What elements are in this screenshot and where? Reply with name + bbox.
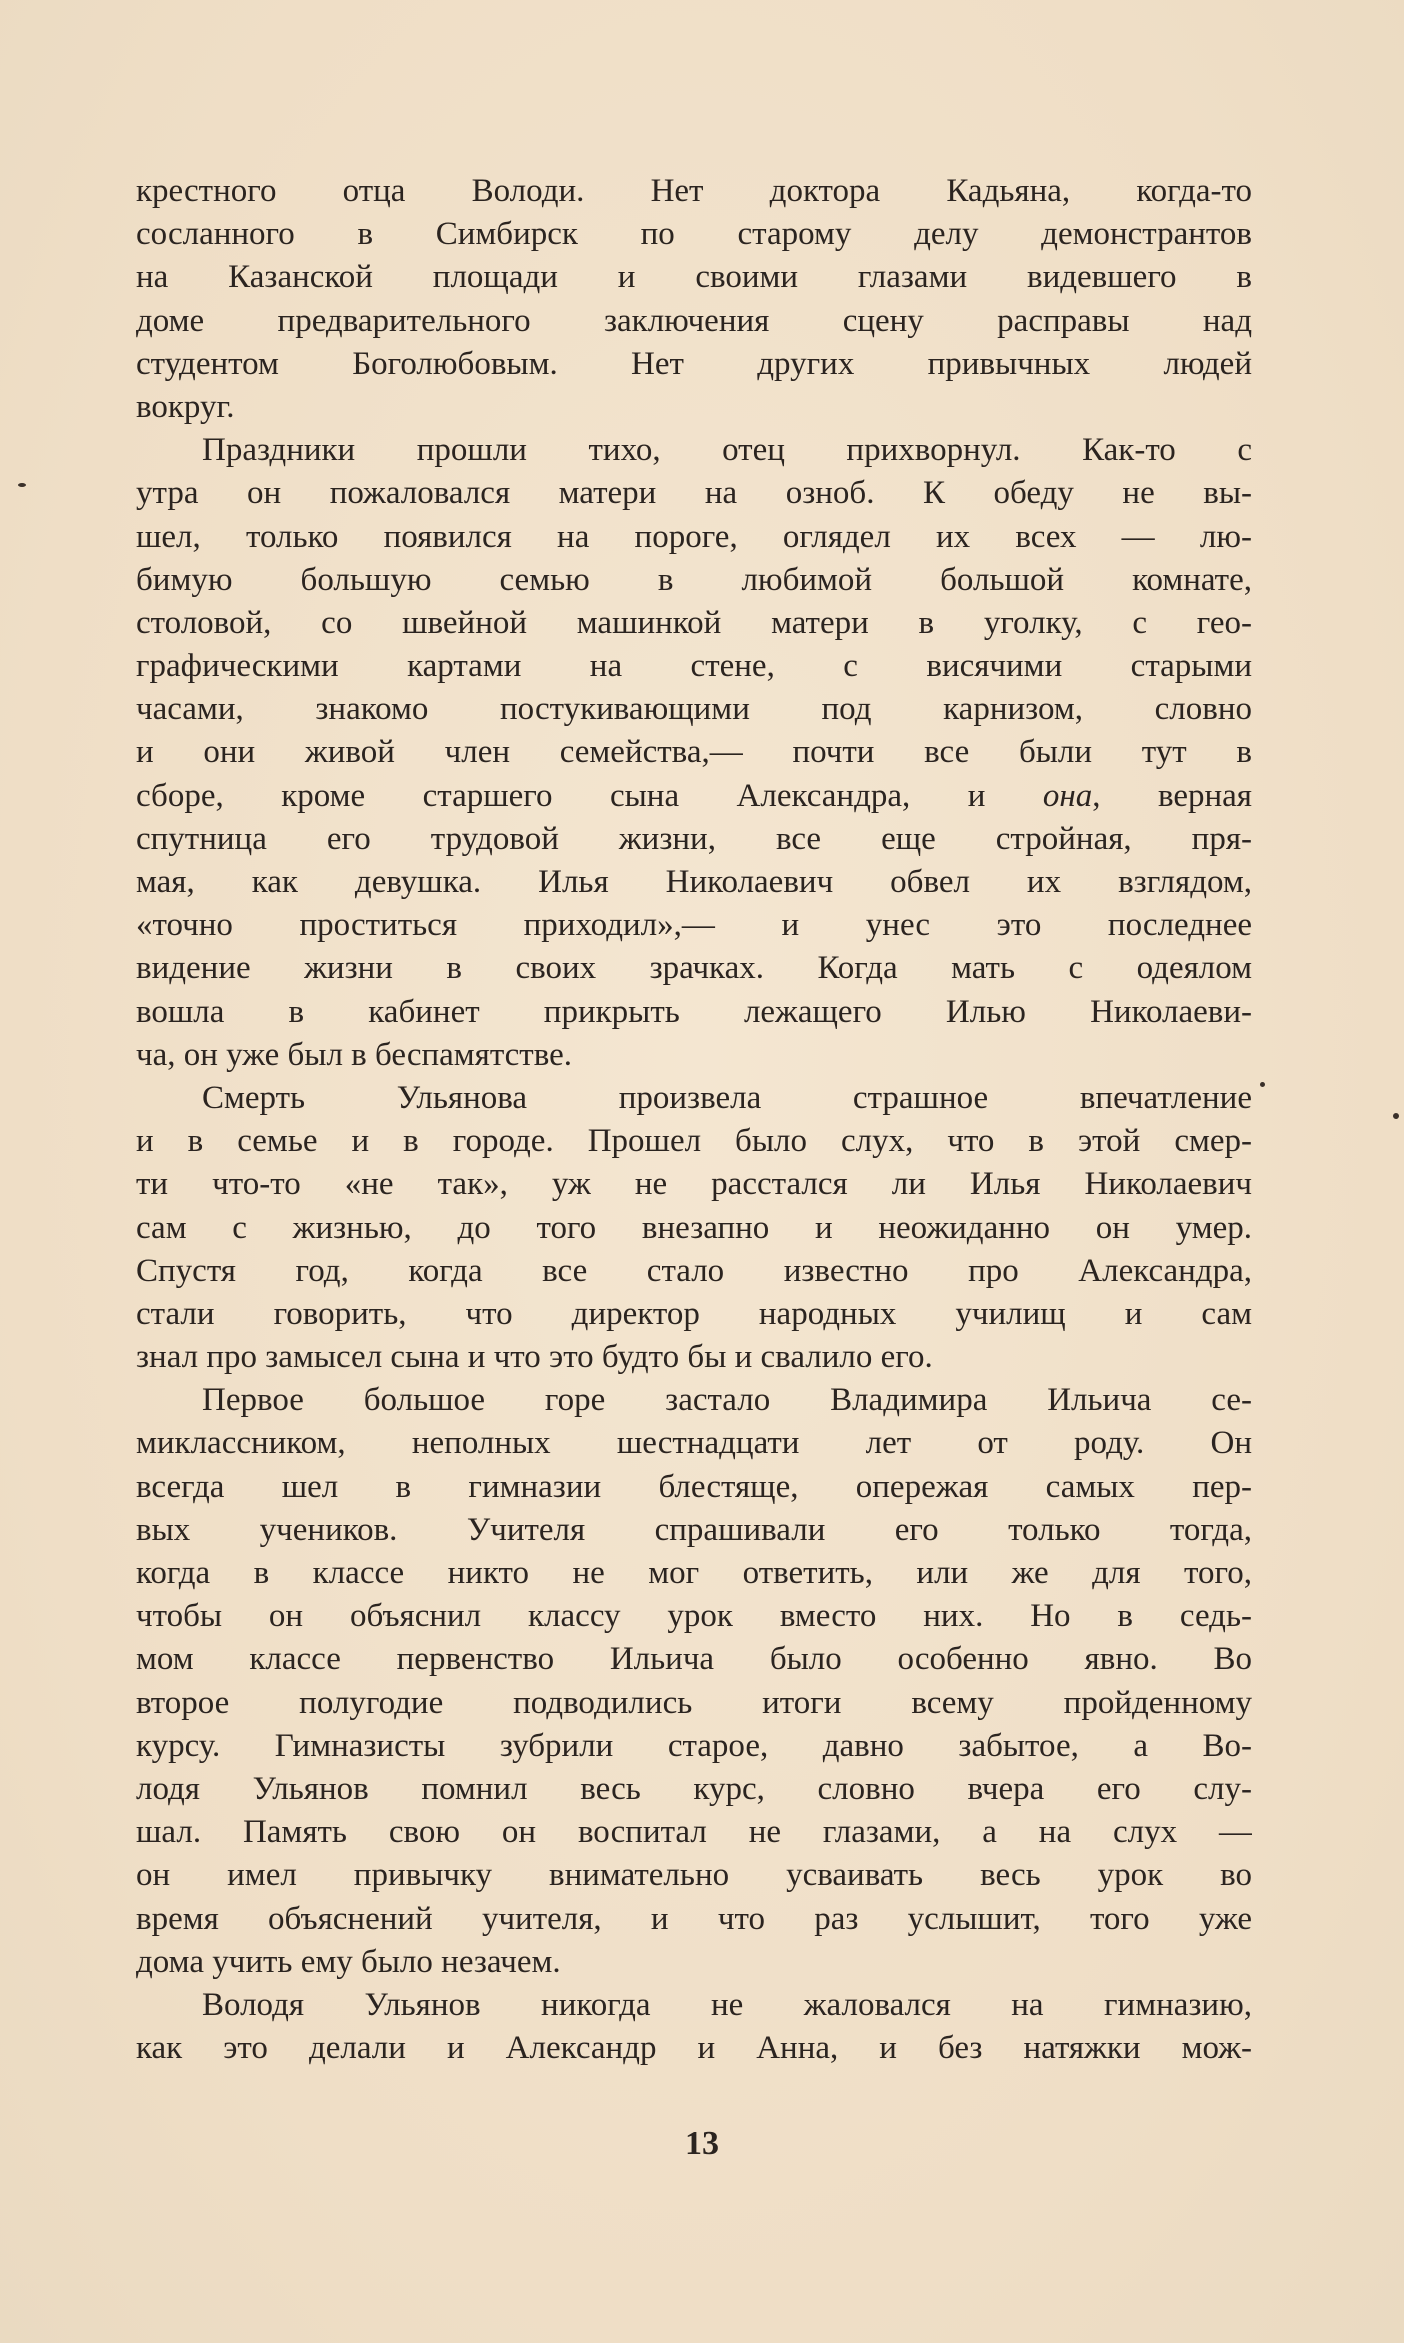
text-line: чтобы он объяснил классу урок вместо них. Но в седь- — [136, 1598, 1252, 1635]
text-line: спутница его трудовой жизни, все еще стройная, пря- — [136, 820, 1252, 857]
text-line: «точно проститься приходил»,— и унес это последнее — [136, 907, 1252, 944]
text-line: шел, только появился на пороге, оглядел их всех — лю- — [136, 518, 1252, 555]
text-line: мом классе первенство Ильича было особенно явно. Во — [136, 1641, 1252, 1678]
text-line: утра он пожаловался матери на озноб. К обеду не вы- — [136, 475, 1252, 512]
text-line: на Казанской площади и своими глазами видевшего в — [136, 259, 1252, 296]
text-line: вошла в кабинет прикрыть лежащего Илью Николаеви- — [136, 993, 1252, 1030]
text-line: крестного отца Володи. Нет доктора Кадьяна, когда-то — [136, 173, 1252, 209]
print-speck — [1260, 1082, 1265, 1087]
text-line: курсу. Гимназисты зубрили старое, давно забытое, а Во- — [136, 1727, 1252, 1764]
text-line: и в семье и в городе. Прошел было слух, что в этой смер- — [136, 1123, 1252, 1160]
text-line: графическими картами на стене, с висячими старыми — [136, 648, 1252, 685]
text-line: и они живой член семейства,— почти все были тут в — [136, 734, 1252, 771]
text-line: второе полугодие подводились итоги всему пройденному — [136, 1684, 1252, 1721]
text-line: время объяснений учителя, и что раз услышит, того уже — [136, 1900, 1252, 1937]
text-line: сам с жизнью, до того внезапно и неожиданно он умер. — [136, 1209, 1252, 1246]
text-line: вых учеников. Учителя спрашивали его только тогда, — [136, 1511, 1252, 1548]
print-speck — [18, 483, 26, 487]
text-line: сосланного в Симбирск по старому делу демонстрантов — [136, 216, 1252, 253]
text-line: знал про замысел сына и что это будто бы и свалило его. — [136, 1339, 933, 1376]
text-line: он имел привычку внимательно усваивать весь урок во — [136, 1857, 1252, 1894]
text-line: бимую большую семью в любимой большой комнате, — [136, 561, 1252, 598]
italic-word: она — [1042, 777, 1093, 814]
text-line: Первое большое горе застало Владимира Ильича се- — [202, 1382, 1252, 1419]
text-line: мая, как девушка. Илья Николаевич обвел их взглядом, — [136, 864, 1252, 900]
text-line: столовой, со швейной машинкой матери в уголку, с гео- — [136, 604, 1252, 641]
text-line: Смерть Ульянова произвела страшное впечатление — [202, 1079, 1252, 1116]
text-line: часами, знакомо постукивающими под карнизом, словно — [136, 691, 1252, 728]
text-line: видение жизни в своих зрачках. Когда мать с одеялом — [136, 950, 1252, 987]
text-line: сборе, кроме старшего сына Александра, и она, верная — [136, 777, 1252, 814]
print-speck — [1393, 1113, 1399, 1119]
text-line: всегда шел в гимназии блестяще, опережая самых пер- — [136, 1468, 1252, 1505]
text-line: дома учить ему было незачем. — [136, 1943, 561, 1980]
text-line: когда в классе никто не мог ответить, или же для того, — [136, 1555, 1252, 1591]
text-line: вокруг. — [136, 388, 235, 425]
text-line: миклассником, неполных шестнадцати лет от роду. Он — [136, 1425, 1252, 1462]
text-line: лодя Ульянов помнил весь курс, словно вчера его слу- — [136, 1770, 1252, 1807]
text-line: стали говорить, что директор народных училищ и сам — [136, 1295, 1252, 1332]
text-line: студентом Боголюбовым. Нет других привычных людей — [136, 345, 1252, 382]
text-line: Володя Ульянов никогда не жаловался на гимназию, — [202, 1986, 1252, 2023]
text-line: ти что-то «не так», уж не расстался ли Илья Николаевич — [136, 1166, 1252, 1203]
text-line: доме предварительного заключения сцену расправы над — [136, 302, 1252, 339]
text-line: Спустя год, когда все стало известно про Александра, — [136, 1252, 1252, 1289]
text-line: Праздники прошли тихо, отец прихворнул. Как-то с — [202, 432, 1252, 469]
text-line: как это делали и Александр и Анна, и без натяжки мож- — [136, 2030, 1252, 2067]
text-line: шал. Память свою он воспитал не глазами, а на слух — — [136, 1814, 1252, 1851]
page-number: 13 — [685, 2125, 719, 2162]
page-body-text — [136, 170, 1252, 2070]
text-line: ча, он уже был в беспамятстве. — [136, 1036, 573, 1073]
